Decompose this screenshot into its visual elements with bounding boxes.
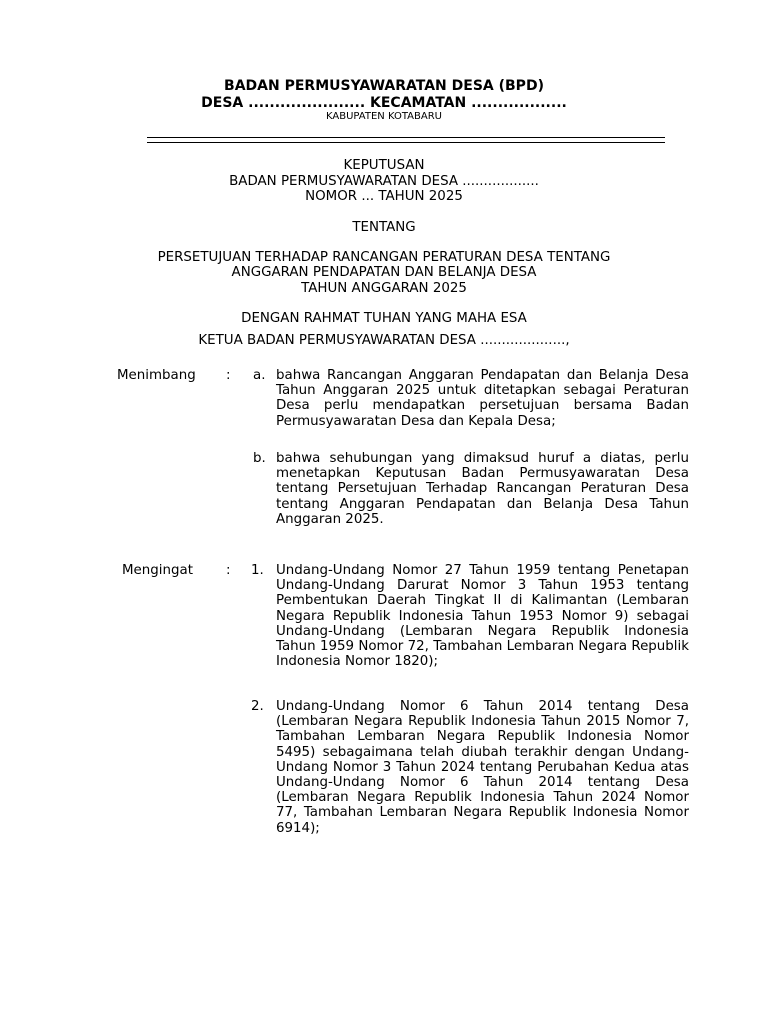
letterhead-rule-bottom — [147, 142, 665, 143]
decision-blessing: DENGAN RAHMAT TUHAN YANG MAHA ESA — [241, 311, 527, 326]
decision-title: KEPUTUSAN — [343, 158, 425, 173]
decision-body: BADAN PERMUSYAWARATAN DESA .................. — [229, 174, 539, 189]
letterhead-village-district: DESA ...................... KECAMATAN .................. — [201, 95, 567, 111]
mengingat-item-1-marker: 1. — [251, 563, 264, 578]
decision-chair: KETUA BADAN PERMUSYAWARATAN DESA ...................., — [198, 333, 570, 348]
decision-subject-line-1: PERSETUJUAN TERHADAP RANCANGAN PERATURAN DESA TENTANG — [157, 250, 611, 265]
menimbang-item-a-marker: a. — [253, 368, 266, 383]
decision-subject-line-2: ANGGARAN PENDAPATAN DAN BELANJA DESA — [231, 265, 537, 280]
mengingat-item-2-marker: 2. — [251, 699, 264, 714]
mengingat-item-1-text: Undang-Undang Nomor 27 Tahun 1959 tentang Penetapan Undang-Undang Darurat Nomor 3 Tahun 1953 tentang Pembentukan Daerah Tingkat II di Kalimantan (Lembaran Negara Republik Indonesia Tahun 1953 Nomor 9) sebagai Undang-Undang (Lembaran Negara Republik Indonesia Tahun 1959 Nomor 72, Tambahan Lembaran Negara Republik Indonesia Nomor 1820); — [276, 563, 689, 670]
menimbang-item-a-text: bahwa Rancangan Anggaran Pendapatan dan Belanja Desa Tahun Anggaran 2025 untuk ditetapkan sebagai Peraturan Desa perlu mendapatkan persetujuan bersama Badan Permusyawaratan Desa dan Kepala Desa; — [276, 368, 689, 429]
decision-number: NOMOR ... TAHUN 2025 — [305, 189, 463, 204]
decision-about: TENTANG — [352, 220, 416, 235]
mengingat-label: Mengingat — [122, 563, 193, 578]
menimbang-colon: : — [226, 368, 231, 383]
menimbang-item-b-text: bahwa sehubungan yang dimaksud huruf a diatas, perlu menetapkan Keputusan Badan Permusyawaratan Desa tentang Persetujuan Terhadap Rancangan Peraturan Desa tentang Anggaran Pendapatan dan Belanja Desa Tahun Anggaran 2025. — [276, 451, 689, 527]
letterhead-org-name: BADAN PERMUSYAWARATAN DESA (BPD) — [224, 78, 544, 94]
letterhead-rule-top — [147, 137, 665, 138]
menimbang-label: Menimbang — [117, 368, 196, 383]
decision-subject-line-3: TAHUN ANGGARAN 2025 — [301, 281, 467, 296]
menimbang-item-b-marker: b. — [253, 451, 266, 466]
mengingat-item-2-text: Undang-Undang Nomor 6 Tahun 2014 tentang Desa (Lembaran Negara Republik Indonesia Tahun 2015 Nomor 7, Tambahan Lembaran Negara Republik Indonesia Nomor 5495) sebagaimana telah diubah terakhir dengan Undang-Undang Nomor 3 Tahun 2024 tentang Perubahan Kedua atas Undang-Undang Nomor 6 Tahun 2014 tentang Desa (Lembaran Negara Republik Indonesia Tahun 2024 Nomor 77, Tambahan Lembaran Negara Republik Indonesia Nomor 6914); — [276, 699, 689, 836]
letterhead-regency: KABUPATEN KOTABARU — [326, 111, 442, 122]
mengingat-colon: : — [226, 563, 231, 578]
